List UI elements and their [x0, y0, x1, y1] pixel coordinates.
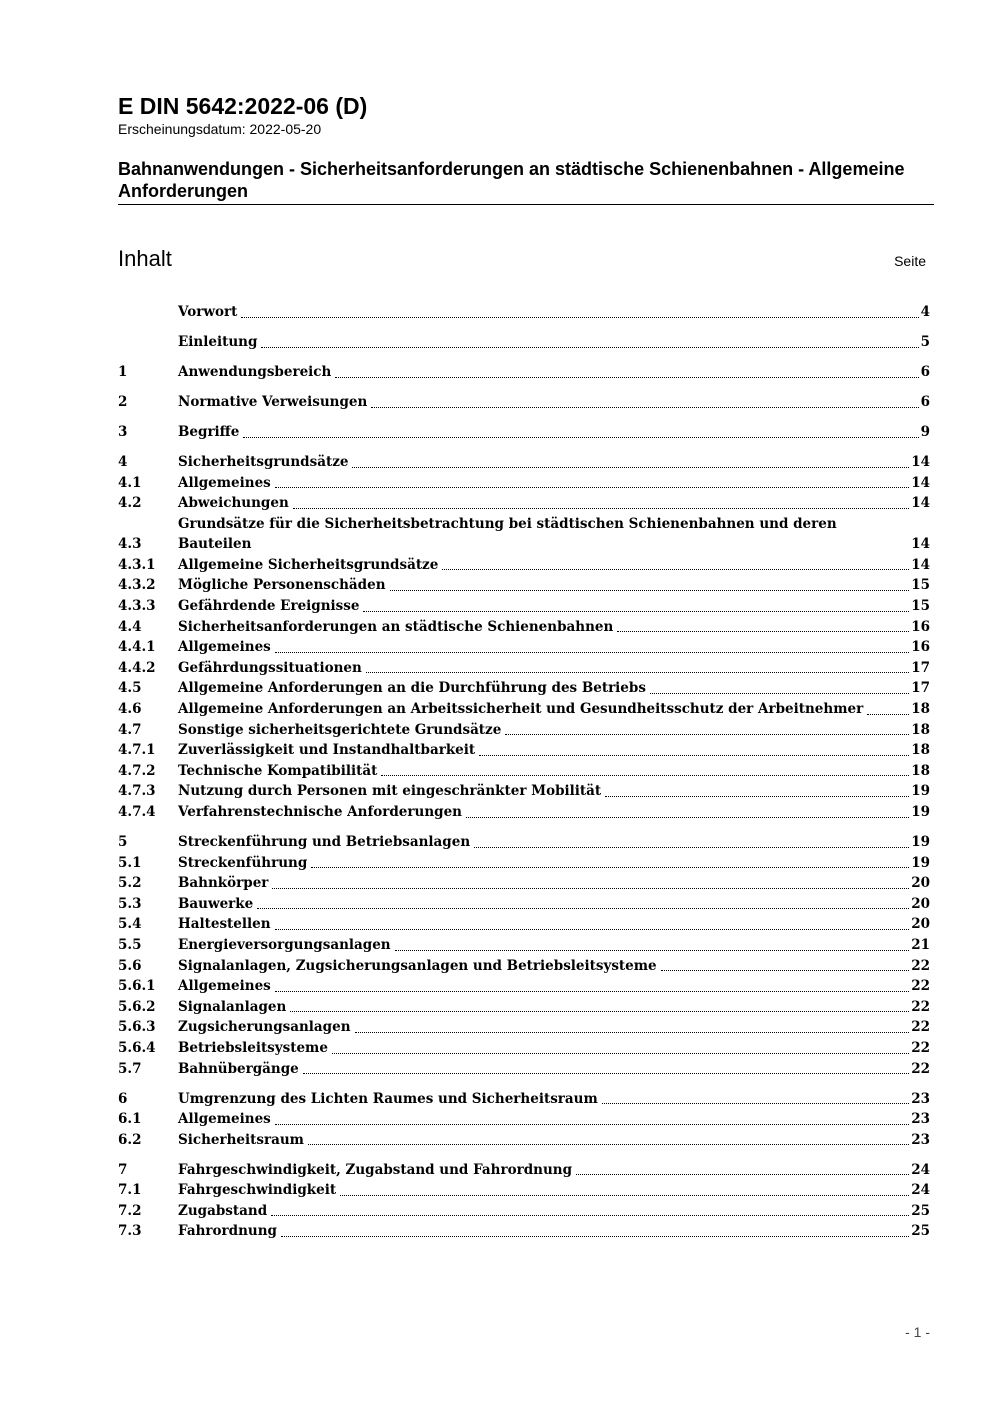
toc-entry[interactable]: [118, 1180, 930, 1201]
toc-entry[interactable]: [118, 362, 930, 383]
toc-dot-leader: [332, 1053, 909, 1054]
toc-entry-title: Allgemeines: [178, 978, 271, 995]
toc-entry[interactable]: [118, 761, 930, 782]
document-header: [118, 92, 934, 205]
publication-date: Erscheinungsdatum: 2022-05-20: [118, 121, 322, 137]
toc-dot-leader: [602, 1103, 909, 1104]
toc-entry-number: 4.7: [118, 721, 142, 738]
toc-entry[interactable]: [118, 832, 930, 853]
toc-entry-number: 5.6.2: [118, 998, 156, 1015]
toc-entry-title: Allgemeines: [178, 1111, 271, 1128]
toc-dot-leader: [474, 847, 909, 848]
toc-dot-leader: [241, 317, 918, 318]
toc-entry-page: 19: [911, 783, 930, 800]
toc-dot-leader: [466, 817, 909, 818]
toc-entry-title: Vorwort: [178, 304, 238, 320]
toc-entry-title: Zuverlässigkeit und Instandhaltbarkeit: [178, 742, 476, 759]
document-title: Bahnanwendungen - Sicherheitsanforderungen an städtische Schienenbahnen - Allgemeine Anforderungen: [118, 158, 934, 205]
toc-entry-title: Fahrordnung: [178, 1223, 277, 1240]
toc-entry-number: 5.6.4: [118, 1039, 156, 1056]
toc-entry-number: 4.3: [118, 536, 142, 553]
toc-entry[interactable]: [118, 617, 930, 638]
toc-entry-title: Bauwerke: [178, 895, 254, 912]
toc-entry-page: 18: [911, 701, 930, 718]
toc-entry-page: 14: [911, 453, 930, 470]
toc-entry-page: 23: [911, 1090, 930, 1107]
toc-entry-title: Sicherheitsgrundsätze: [178, 453, 349, 470]
toc-entry-title: Energieversorgungsanlagen: [178, 936, 391, 953]
toc-dot-leader: [311, 867, 909, 868]
toc-entry-number: 4.7.3: [118, 783, 156, 800]
toc-entry-page: 24: [911, 1182, 930, 1199]
toc-entry-number: 4.6: [118, 701, 142, 718]
page-number: - 1 -: [905, 1324, 930, 1340]
toc-entry-title: Normative Verweisungen: [178, 393, 368, 410]
toc-entry[interactable]: [118, 678, 930, 699]
toc-entry[interactable]: [118, 452, 930, 473]
toc-entry[interactable]: [118, 1201, 930, 1222]
toc-entry-number: 4.3.2: [118, 577, 156, 594]
toc-entry-number: 5.2: [118, 875, 142, 892]
toc-entry-page: 22: [911, 998, 930, 1015]
toc-entry-page: 6: [920, 363, 930, 380]
toc-entry-title: Sicherheitsanforderungen an städtische Schienenbahnen: [178, 618, 614, 635]
toc-entry-number: 7.3: [118, 1223, 142, 1240]
toc-dot-leader: [261, 347, 918, 348]
toc-entry-page: 21: [911, 936, 930, 953]
toc-header: [118, 246, 926, 272]
toc-entry-number: 3: [118, 423, 128, 440]
toc-entry-number: 4.3.3: [118, 598, 156, 615]
toc-entry-number: 7: [118, 1161, 128, 1178]
toc-entry-number: 4.5: [118, 680, 142, 697]
toc-entry-number: 2: [118, 393, 128, 410]
toc-dot-leader: [275, 652, 909, 653]
toc-entry[interactable]: [118, 1017, 930, 1038]
toc-entry-title: Verfahrenstechnische Anforderungen: [178, 804, 462, 821]
toc-entry[interactable]: [118, 1089, 930, 1110]
toc-entry-title: Zugabstand: [178, 1202, 268, 1219]
toc-entry-title: Mögliche Personenschäden: [178, 577, 386, 594]
toc-entry-title: Bahnkörper: [178, 875, 269, 892]
toc-entry[interactable]: [118, 1130, 930, 1151]
toc-entry-title: Streckenführung: [178, 854, 308, 871]
toc-dot-leader: [272, 888, 909, 889]
toc-entry-page: 22: [911, 957, 930, 974]
toc-entry[interactable]: [118, 1160, 930, 1181]
toc-entry-number: 4.4.2: [118, 659, 156, 676]
toc-entry-number: 6.2: [118, 1131, 142, 1148]
toc-dot-leader: [275, 487, 909, 488]
toc-dot-leader: [308, 1144, 909, 1145]
toc-entry[interactable]: [118, 575, 930, 596]
toc-entry-number: 4.7.1: [118, 742, 156, 759]
toc-entry-title: Begriffe: [178, 423, 240, 440]
toc-entry-page: 18: [911, 742, 930, 759]
toc-dot-leader: [381, 775, 909, 776]
toc-entry-title: Einleitung: [178, 333, 258, 350]
toc-entry-page: 22: [911, 978, 930, 995]
toc-entry[interactable]: [118, 894, 930, 915]
toc-entry-number: 4.4.1: [118, 639, 156, 656]
toc-entry-page: 22: [911, 1019, 930, 1036]
toc-entry-page: 14: [911, 474, 930, 491]
toc-entry-page: 19: [911, 804, 930, 821]
document-id: E DIN 5642:2022-06 (D): [118, 93, 368, 119]
toc-dot-leader: [605, 796, 909, 797]
toc-entry-page: 6: [920, 393, 930, 410]
toc-entry-title: Haltestellen: [178, 916, 271, 933]
toc-entry[interactable]: [118, 997, 930, 1018]
toc-entry[interactable]: [118, 873, 930, 894]
toc-entry-title: Bahnübergänge: [178, 1060, 299, 1077]
toc-entry[interactable]: [118, 514, 930, 555]
toc-entry[interactable]: [118, 976, 930, 997]
toc-entry-page: 19: [911, 854, 930, 871]
toc-entry-title: Sonstige sicherheitsgerichtete Grundsätze: [178, 721, 502, 738]
toc-entry-number: 6.1: [118, 1111, 142, 1128]
toc-entry[interactable]: [118, 637, 930, 658]
toc-entry[interactable]: [118, 781, 930, 802]
toc-entry-page: 4: [920, 304, 930, 320]
toc-entry[interactable]: [118, 802, 930, 823]
toc-dot-leader: [442, 569, 909, 570]
toc-entry-number: 5.3: [118, 895, 142, 912]
toc-entry[interactable]: [118, 493, 930, 514]
toc-dot-leader: [661, 970, 910, 971]
toc-entry[interactable]: [118, 914, 930, 935]
toc-entry-title: Anwendungsbereich: [178, 363, 332, 380]
toc-dot-leader: [366, 672, 909, 673]
toc-entry-title: Allgemeines: [178, 639, 271, 656]
toc-entry-title: Streckenführung und Betriebsanlagen: [178, 834, 471, 850]
toc-entry-page: 5: [920, 333, 930, 350]
toc-dot-leader: [293, 508, 909, 509]
toc-entry-page: 24: [911, 1161, 930, 1178]
toc-entry-page: 17: [911, 680, 930, 697]
toc-entry[interactable]: [118, 302, 930, 323]
toc-entry-page: 17: [911, 659, 930, 676]
toc-entry-title: Signalanlagen, Zugsicherungsanlagen und Betriebsleitsysteme: [178, 957, 657, 974]
toc-entry-number: 7.2: [118, 1202, 142, 1219]
toc-dot-leader: [390, 590, 910, 591]
toc-entry-page: 25: [911, 1202, 930, 1219]
toc-entry-number: 5.7: [118, 1060, 142, 1077]
toc-entry-title: Gefährdende Ereignisse: [178, 598, 360, 615]
toc-entry-title: Fahrgeschwindigkeit, Zugabstand und Fahrordnung: [178, 1161, 573, 1178]
toc-dot-leader: [340, 1195, 909, 1196]
toc-dot-leader: [290, 1011, 909, 1012]
toc-entry[interactable]: [118, 658, 930, 679]
toc-entry[interactable]: [118, 1038, 930, 1059]
toc-entry-page: 20: [911, 916, 930, 933]
toc-entry-title: Betriebsleitsysteme: [178, 1039, 328, 1056]
toc-entry[interactable]: [118, 956, 930, 977]
toc-entry-page: 18: [911, 762, 930, 779]
toc-entry-title: Technische Kompatibilität: [178, 762, 378, 779]
toc-entry-number: 7.1: [118, 1182, 142, 1199]
toc-entry-title: Allgemeine Anforderungen an die Durchführung des Betriebs: [178, 680, 646, 697]
toc-entry-number: 4.7.4: [118, 804, 156, 821]
toc-entry-page: 14: [911, 495, 930, 512]
toc-entry-title: Zugsicherungsanlagen: [178, 1019, 351, 1036]
toc-entry-number: 5.6.1: [118, 978, 156, 995]
toc-dot-leader: [275, 929, 910, 930]
toc-dot-leader: [275, 1124, 909, 1125]
toc-entry-page: 22: [911, 1060, 930, 1077]
toc-entry[interactable]: [118, 1221, 930, 1242]
toc-entry-number: 4.7.2: [118, 762, 156, 779]
table-of-contents: [118, 302, 930, 1242]
toc-dot-leader: [335, 377, 918, 378]
toc-entry-title: Nutzung durch Personen mit eingeschränkter Mobilität: [178, 783, 602, 800]
toc-entry-title: Signalanlagen: [178, 998, 287, 1015]
toc-entry-page: 23: [911, 1111, 930, 1128]
toc-entry[interactable]: [118, 596, 930, 617]
toc-entry-title: Umgrenzung des Lichten Raumes und Sicherheitsraum: [178, 1090, 598, 1107]
toc-entry-title: Allgemeine Anforderungen an Arbeitssicherheit und Gesundheitsschutz der Arbeitnehmer: [178, 701, 864, 718]
toc-entry-number: 6: [118, 1090, 128, 1107]
toc-dot-leader: [650, 693, 909, 694]
toc-entry-number: 1: [118, 363, 128, 380]
toc-entry-number: 5: [118, 834, 128, 850]
toc-entry-number: 5.4: [118, 916, 142, 933]
toc-entry[interactable]: [118, 699, 930, 720]
toc-dot-leader: [576, 1174, 909, 1175]
toc-dot-leader: [257, 908, 909, 909]
toc-entry[interactable]: [118, 473, 930, 494]
toc-entry-page: 9: [920, 423, 930, 440]
toc-entry-number: 4.3.1: [118, 556, 156, 573]
toc-entry-number: 4.4: [118, 618, 142, 635]
toc-dot-leader: [352, 467, 909, 468]
toc-entry[interactable]: [118, 740, 930, 761]
toc-entry-number: 5.1: [118, 854, 142, 871]
toc-entry-number: 4: [118, 453, 128, 470]
toc-entry[interactable]: [118, 853, 930, 874]
toc-entry[interactable]: [118, 422, 930, 443]
toc-entry[interactable]: [118, 720, 930, 741]
toc-entry-title: Allgemeine Sicherheitsgrundsätze: [178, 556, 439, 573]
toc-entry-page: 14: [911, 536, 930, 553]
toc-dot-leader: [355, 1032, 910, 1033]
toc-dot-leader: [479, 755, 909, 756]
toc-entry-number: 5.5: [118, 936, 142, 953]
toc-entry[interactable]: [118, 935, 930, 956]
toc-heading: Inhalt: [118, 246, 172, 271]
toc-dot-leader: [505, 734, 909, 735]
toc-entry-title: Allgemeines: [178, 474, 271, 491]
toc-entry-title: Abweichungen: [178, 495, 289, 512]
toc-dot-leader: [271, 1215, 909, 1216]
toc-entry-page: 22: [911, 1039, 930, 1056]
toc-entry-page: 15: [911, 598, 930, 615]
toc-entry-title: Gefährdungssituationen: [178, 659, 362, 676]
toc-entry-page: 20: [911, 875, 930, 892]
toc-entry-number: 4.1: [118, 474, 142, 491]
toc-entry-title: Sicherheitsraum: [178, 1131, 304, 1148]
toc-entry-page: 15: [911, 577, 930, 594]
toc-dot-leader: [371, 407, 918, 408]
toc-entry-page: 25: [911, 1223, 930, 1240]
toc-entry-page: 23: [911, 1131, 930, 1148]
toc-entry[interactable]: [118, 1109, 930, 1130]
toc-entry-number: 5.6: [118, 957, 142, 974]
toc-entry-page: 16: [911, 639, 930, 656]
toc-entry-number: 4.2: [118, 495, 142, 512]
toc-entry-title: Grundsätze für die Sicherheitsbetrachtung bei städtischen Schienenbahnen und deren Bauteilen: [178, 515, 837, 553]
toc-dot-leader: [243, 437, 918, 438]
toc-entry[interactable]: [118, 392, 930, 413]
toc-entry[interactable]: [118, 1059, 930, 1080]
toc-dot-leader: [275, 991, 909, 992]
toc-entry-number: 5.6.3: [118, 1019, 156, 1036]
toc-entry-page: 18: [911, 721, 930, 738]
toc-entry[interactable]: [118, 555, 930, 576]
toc-dot-leader: [867, 714, 909, 715]
toc-dot-leader: [617, 631, 909, 632]
toc-dot-leader: [395, 950, 910, 951]
toc-entry-page: 20: [911, 895, 930, 912]
toc-entry[interactable]: [118, 332, 930, 353]
toc-entry-title: Fahrgeschwindigkeit: [178, 1182, 337, 1199]
toc-entry-page: 19: [911, 834, 930, 850]
toc-dot-leader: [281, 1236, 909, 1237]
toc-dot-leader: [363, 611, 909, 612]
toc-page-column-label: Seite: [894, 253, 926, 269]
toc-entry-page: 14: [911, 556, 930, 573]
toc-dot-leader: [303, 1073, 909, 1074]
toc-entry-page: 16: [911, 618, 930, 635]
